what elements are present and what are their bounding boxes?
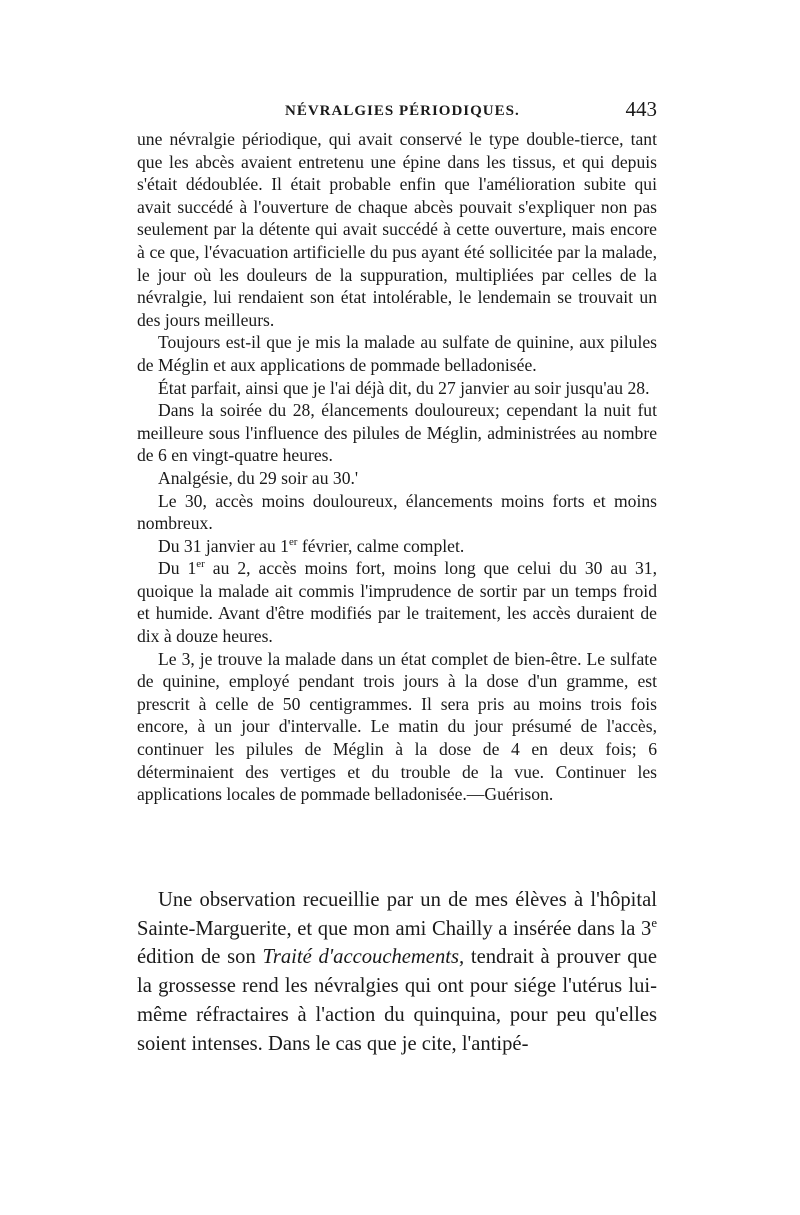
superscript: er bbox=[196, 558, 205, 571]
paragraph: Analgésie, du 29 soir au 30.' bbox=[158, 467, 359, 488]
main-text bbox=[137, 886, 657, 1058]
case-notes bbox=[137, 128, 657, 806]
text-run: Du 1 bbox=[158, 558, 197, 579]
text-run: Une observation recueillie par un de mes élèves à l'hôpital Sainte-Marguerite, et que mon ami Chailly a insérée dans la 3 bbox=[137, 889, 657, 940]
book-title: Traité d'accouchements, bbox=[262, 946, 465, 969]
text-run: au 2, accès moins fort, moins long que celui du 30 au 31, quoique la malade ait commis l'imprudence de sortir par un temps froid et humide. Avant d'être modifiés par le traitement, les accès duraient de dix à douze heures. bbox=[137, 558, 657, 647]
paragraph: Dans la soirée du 28, élancements douloureux; cependant la nuit fut meilleure sous l'influence des pilules de Méglin, administrées au nombre de 6 en vingt-quatre heures. bbox=[137, 400, 657, 466]
page-header bbox=[137, 99, 657, 125]
paragraph: Le 3, je trouve la malade dans un état complet de bien-être. Le sulfate de quinine, employé pendant trois jours à la dose d'un gramme, est prescrit à celle de 50 centigrammes. Il sera pris au moins trois fois encore, à un jour d'intervalle. Le matin du jour présumé de l'accès, continuer les pilules de Méglin à la dose de 4 en deux fois; 6 déterminaient des vertiges et du trouble de la vue. Continuer les applications locales de pommade belladonisée.—Guérison. bbox=[137, 648, 657, 805]
superscript: er bbox=[288, 535, 298, 548]
paragraph bbox=[137, 535, 657, 558]
page-number: 443 bbox=[625, 97, 657, 121]
paragraph bbox=[137, 557, 657, 647]
text-run: février, calme complet. bbox=[297, 535, 465, 556]
paragraph: État parfait, ainsi que je l'ai déjà dit, du 27 janvier au soir jusqu'au 28. bbox=[158, 377, 650, 398]
text-run: Du 31 janvier au 1 bbox=[158, 535, 289, 556]
text-run: tendrait à prouver que la grossesse rend les névralgies qui ont pour siége l'utérus lui-même réfractaires à l'action du quinquina, pour peu qu'elles soient intenses. Dans le cas que je cite, l'antipé- bbox=[137, 946, 657, 1055]
text-run: édition de son bbox=[137, 946, 263, 969]
running-title: NÉVRALGIES PÉRIODIQUES. bbox=[285, 103, 520, 119]
superscript: e bbox=[651, 915, 657, 930]
paragraph bbox=[137, 886, 657, 1058]
paragraph: Le 30, accès moins douloureux, élancements moins forts et moins nombreux. bbox=[137, 490, 657, 534]
paragraph: Toujours est-il que je mis la malade au sulfate de quinine, aux pilules de Méglin et aux applications de pommade belladonisée. bbox=[137, 332, 657, 375]
paragraph: une névralgie périodique, qui avait conservé le type double-tierce, tant que les abcès avaient entretenu une épine dans les tissus, et qui depuis s'était dédoublée. Il était probable enfin que l'amélioration subite qui avait succédé à l'ouverture de chaque abcès pouvait s'expliquer non pas seulement par la détente qui avait succédé à cette ouverture, mais encore à ce que, l'évacuation artificielle du pus ayant été sollicitée par la malade, le jour où les douleurs de la suppuration, multipliées par celles de la névralgie, lui rendaient son état intolérable, le lendemain se trouvait un des jours meilleurs. bbox=[137, 129, 657, 330]
